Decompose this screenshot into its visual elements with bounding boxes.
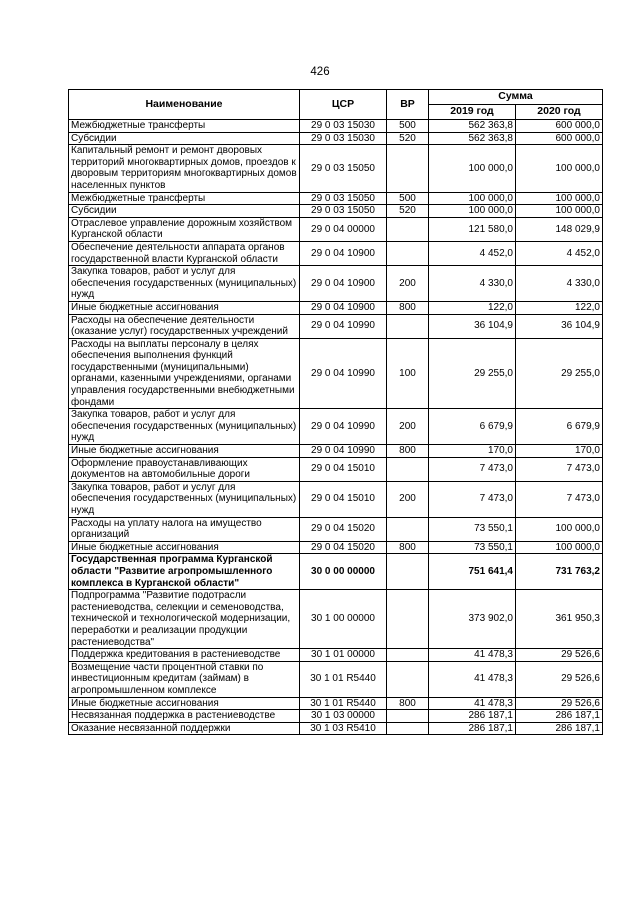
row-sum-2020: 29 526,6 — [516, 697, 603, 710]
row-vr — [387, 649, 429, 662]
row-vr: 200 — [387, 409, 429, 445]
table-header — [69, 90, 603, 120]
row-sum-2019: 36 104,9 — [429, 314, 516, 338]
row-sum-2019: 4 452,0 — [429, 241, 516, 265]
row-vr — [387, 710, 429, 723]
row-vr — [387, 554, 429, 590]
row-vr — [387, 217, 429, 241]
row-csr: 30 1 00 00000 — [300, 590, 387, 649]
row-sum-2019: 121 580,0 — [429, 217, 516, 241]
row-sum-2020: 148 029,9 — [516, 217, 603, 241]
row-csr: 29 0 04 15010 — [300, 457, 387, 481]
row-vr — [387, 241, 429, 265]
row-sum-2019: 562 363,8 — [429, 120, 516, 133]
row-sum-2019: 286 187,1 — [429, 710, 516, 723]
row-csr: 29 0 03 15050 — [300, 145, 387, 192]
row-sum-2019: 100 000,0 — [429, 205, 516, 218]
table-row — [69, 301, 603, 314]
row-csr: 29 0 04 15020 — [300, 517, 387, 541]
table-row — [69, 554, 603, 590]
table-row — [69, 710, 603, 723]
row-name: Оформление правоустанавливающих документов на автомобильные дороги — [69, 457, 300, 481]
row-sum-2020: 100 000,0 — [516, 541, 603, 554]
row-vr — [387, 145, 429, 192]
table-row — [69, 145, 603, 192]
row-vr — [387, 722, 429, 735]
row-name: Расходы на обеспечение деятельности (оказание услуг) государственных учреждений — [69, 314, 300, 338]
row-vr — [387, 517, 429, 541]
row-name: Обеспечение деятельности аппарата органов государственной власти Курганской области — [69, 241, 300, 265]
table-row — [69, 722, 603, 735]
row-csr: 29 0 04 15020 — [300, 541, 387, 554]
row-vr — [387, 590, 429, 649]
row-name: Закупка товаров, работ и услуг для обеспечения государственных (муниципальных) нужд — [69, 409, 300, 445]
row-csr: 29 0 04 10990 — [300, 409, 387, 445]
table-row — [69, 241, 603, 265]
row-name: Оказание несвязанной поддержки — [69, 722, 300, 735]
table-row — [69, 266, 603, 302]
table-row — [69, 409, 603, 445]
row-csr: 30 1 03 R5410 — [300, 722, 387, 735]
row-sum-2020: 36 104,9 — [516, 314, 603, 338]
row-sum-2020: 100 000,0 — [516, 205, 603, 218]
row-vr: 500 — [387, 120, 429, 133]
header-year-2019: 2019 год — [429, 105, 516, 120]
header-vr: ВР — [387, 90, 429, 120]
row-sum-2020: 4 330,0 — [516, 266, 603, 302]
header-name: Наименование — [69, 90, 300, 120]
table-row — [69, 338, 603, 409]
row-name: Расходы на уплату налога на имущество организаций — [69, 517, 300, 541]
row-name: Капитальный ремонт и ремонт дворовых территорий многоквартирных домов, проездов к дворовым территориям многоквартирных домов населенных пунктов — [69, 145, 300, 192]
row-csr: 30 1 01 R5440 — [300, 661, 387, 697]
row-name: Иные бюджетные ассигнования — [69, 697, 300, 710]
row-sum-2019: 73 550,1 — [429, 541, 516, 554]
budget-table — [68, 89, 603, 735]
row-name: Иные бюджетные ассигнования — [69, 541, 300, 554]
row-sum-2019: 29 255,0 — [429, 338, 516, 409]
row-vr: 200 — [387, 481, 429, 517]
row-sum-2019: 41 478,3 — [429, 697, 516, 710]
table-row — [69, 132, 603, 145]
row-name: Иные бюджетные ассигнования — [69, 301, 300, 314]
table-row — [69, 649, 603, 662]
row-vr: 520 — [387, 132, 429, 145]
row-sum-2020: 600 000,0 — [516, 132, 603, 145]
row-vr: 500 — [387, 192, 429, 205]
table-row — [69, 697, 603, 710]
row-csr: 30 1 01 R5440 — [300, 697, 387, 710]
row-csr: 29 0 04 10990 — [300, 338, 387, 409]
table-row — [69, 192, 603, 205]
row-sum-2020: 7 473,0 — [516, 457, 603, 481]
header-csr: ЦСР — [300, 90, 387, 120]
row-sum-2020: 286 187,1 — [516, 710, 603, 723]
row-sum-2020: 7 473,0 — [516, 481, 603, 517]
row-csr: 29 0 04 15010 — [300, 481, 387, 517]
row-sum-2019: 7 473,0 — [429, 481, 516, 517]
table-row — [69, 590, 603, 649]
row-sum-2019: 122,0 — [429, 301, 516, 314]
table-row — [69, 205, 603, 218]
row-sum-2020: 731 763,2 — [516, 554, 603, 590]
row-sum-2019: 41 478,3 — [429, 649, 516, 662]
row-name: Несвязанная поддержка в растениеводстве — [69, 710, 300, 723]
row-sum-2020: 600 000,0 — [516, 120, 603, 133]
row-csr: 29 0 04 00000 — [300, 217, 387, 241]
row-sum-2020: 286 187,1 — [516, 722, 603, 735]
table-row — [69, 120, 603, 133]
row-name: Субсидии — [69, 132, 300, 145]
row-csr: 29 0 04 10900 — [300, 241, 387, 265]
row-vr: 800 — [387, 541, 429, 554]
row-sum-2020: 170,0 — [516, 445, 603, 458]
table-body — [69, 120, 603, 735]
row-sum-2020: 122,0 — [516, 301, 603, 314]
row-sum-2019: 170,0 — [429, 445, 516, 458]
row-vr: 520 — [387, 205, 429, 218]
row-name: Закупка товаров, работ и услуг для обеспечения государственных (муниципальных) нужд — [69, 481, 300, 517]
row-sum-2019: 286 187,1 — [429, 722, 516, 735]
row-csr: 29 0 04 10900 — [300, 301, 387, 314]
row-csr: 29 0 03 15030 — [300, 120, 387, 133]
table-row — [69, 541, 603, 554]
row-name: Межбюджетные трансферты — [69, 120, 300, 133]
row-name: Иные бюджетные ассигнования — [69, 445, 300, 458]
row-csr: 29 0 04 10990 — [300, 314, 387, 338]
row-vr: 200 — [387, 266, 429, 302]
row-vr — [387, 314, 429, 338]
table-row — [69, 661, 603, 697]
header-year-2020: 2020 год — [516, 105, 603, 120]
row-csr: 30 1 01 00000 — [300, 649, 387, 662]
row-name: Межбюджетные трансферты — [69, 192, 300, 205]
row-csr: 29 0 04 10900 — [300, 266, 387, 302]
row-sum-2019: 751 641,4 — [429, 554, 516, 590]
row-vr — [387, 661, 429, 697]
row-name: Закупка товаров, работ и услуг для обеспечения государственных (муниципальных) нужд — [69, 266, 300, 302]
row-name: Отраслевое управление дорожным хозяйством Курганской области — [69, 217, 300, 241]
row-name: Возмещение части процентной ставки по инвестиционным кредитам (займам) в агропромышленном комплексе — [69, 661, 300, 697]
row-sum-2020: 29 526,6 — [516, 649, 603, 662]
page-number: 426 — [310, 66, 330, 78]
row-csr: 30 1 03 00000 — [300, 710, 387, 723]
row-sum-2019: 6 679,9 — [429, 409, 516, 445]
row-sum-2020: 6 679,9 — [516, 409, 603, 445]
table-row — [69, 457, 603, 481]
row-sum-2020: 100 000,0 — [516, 145, 603, 192]
row-vr: 100 — [387, 338, 429, 409]
table-row — [69, 217, 603, 241]
row-sum-2019: 41 478,3 — [429, 661, 516, 697]
row-name: Государственная программа Курганской области "Развитие агропромышленного комплекса в Курганской области" — [69, 554, 300, 590]
row-name: Поддержка кредитования в растениеводстве — [69, 649, 300, 662]
row-name: Субсидии — [69, 205, 300, 218]
row-name: Расходы на выплаты персоналу в целях обеспечения выполнения функций государственными (муниципальными) органами, казенными учреждениями, органами управления государственными внебюджетными фондами — [69, 338, 300, 409]
table-row — [69, 314, 603, 338]
table-row — [69, 481, 603, 517]
row-sum-2020: 361 950,3 — [516, 590, 603, 649]
row-sum-2019: 373 902,0 — [429, 590, 516, 649]
row-sum-2019: 562 363,8 — [429, 132, 516, 145]
table-row — [69, 445, 603, 458]
row-sum-2020: 100 000,0 — [516, 192, 603, 205]
row-sum-2020: 100 000,0 — [516, 517, 603, 541]
row-sum-2020: 29 526,6 — [516, 661, 603, 697]
row-sum-2020: 29 255,0 — [516, 338, 603, 409]
row-vr: 800 — [387, 445, 429, 458]
row-csr: 29 0 03 15030 — [300, 132, 387, 145]
row-sum-2019: 7 473,0 — [429, 457, 516, 481]
row-sum-2019: 4 330,0 — [429, 266, 516, 302]
row-sum-2019: 100 000,0 — [429, 145, 516, 192]
row-vr: 800 — [387, 697, 429, 710]
row-vr — [387, 457, 429, 481]
row-sum-2020: 4 452,0 — [516, 241, 603, 265]
row-sum-2019: 73 550,1 — [429, 517, 516, 541]
row-vr: 800 — [387, 301, 429, 314]
row-csr: 29 0 03 15050 — [300, 205, 387, 218]
row-csr: 30 0 00 00000 — [300, 554, 387, 590]
row-name: Подпрограмма "Развитие подотрасли растениеводства, селекции и семеноводства, технической и технологической модернизации, переработки и реализации продукции растениеводства" — [69, 590, 300, 649]
header-sum: Сумма — [429, 90, 603, 105]
table-row — [69, 517, 603, 541]
row-csr: 29 0 04 10990 — [300, 445, 387, 458]
row-sum-2019: 100 000,0 — [429, 192, 516, 205]
row-csr: 29 0 03 15050 — [300, 192, 387, 205]
